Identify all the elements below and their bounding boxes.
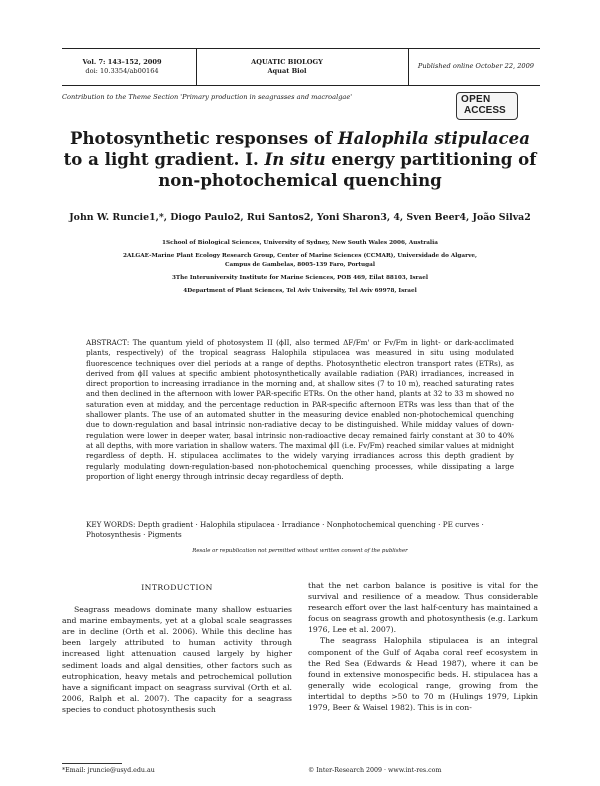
journal-title: AQUATIC BIOLOGY (251, 58, 323, 66)
open-access-logo (456, 92, 518, 120)
published-date: Published online October 22, 2009 (417, 62, 534, 70)
keywords-label: KEY WORDS: (86, 520, 136, 529)
contribution-note: Contribution to the Theme Section 'Primary production in seagrasses and macroalgae' (62, 93, 353, 101)
paper-title: Photosynthetic responses of Halophila stipulacea to a light gradient. I. In situ energy partitioning of non-photochemical quenching (63, 128, 537, 190)
journal-header (62, 48, 540, 86)
open-access-line2: ACCESS (464, 105, 506, 116)
header-divider (196, 49, 197, 85)
right-column (308, 580, 538, 713)
footnote-rule (62, 763, 122, 764)
copyright: © Inter-Research 2009 · www.int-res.com (308, 767, 442, 774)
section-heading: INTRODUCTION (141, 583, 213, 592)
affiliation: Campus de Gambelas, 8005-139 Faro, Portugal (225, 262, 375, 268)
author-list: John W. Runcie1,*, Diogo Paulo2, Rui Santos2, Yoni Sharon3, 4, Sven Beer4, João Silva2 (69, 212, 531, 223)
email-footnote: *Email: jruncie@usyd.edu.au (62, 767, 155, 774)
paragraph: The seagrass Halophila stipulacea is an integral component of the Gulf of Aqaba coral reef ecosystem in the Red Sea (Edwards & Head 1987), where it can be found in extensive monospecific beds. H. stipulacea has a generally wide ecological range, growing from the intertidal to depths >50 to 70 m (Hulings 1979, Lipkin 1979, Beer & Waisel 1982). This is in con- (308, 636, 538, 713)
abstract-label: ABSTRACT: (86, 338, 130, 347)
doi: doi: 10.3354/ab00164 (85, 67, 159, 75)
paragraph: that the net carbon balance is positive is vital for the survival and resilience of a meadow. Thus considerable research effort over the last half-century has maintained a focus on seagrass growth and photosynthesis (e.g. Larkum 1976, Lee et al. 2007). (308, 581, 538, 635)
journal-abbr: Aquat Biol (267, 67, 307, 75)
affiliation: 2ALGAE-Marine Plant Ecology Research Group, Center of Marine Sciences (CCMAR), Universidade do Algarve, (123, 253, 477, 259)
affiliation: 3The Interuniversity Institute for Marine Sciences, POB 469, Eilat 88103, Israel (171, 275, 429, 281)
resale-notice: Resale or republication not permitted without written consent of the publisher (62, 548, 538, 554)
keywords (86, 520, 514, 541)
abstract-text: The quantum yield of photosystem II (ϕII, also termed ΔF/Fm' or Fv/Fm in light- or dark-acclimated plants, respectively) of the tropical seagrass Halophila stipulacea was measured in situ using modulated fluorescence techniques over diel periods at a range of depths. Photosynthetic electron transport rates (ETRs), as derived from ϕII values at specific ambient photosynthetically available radiation (PAR) irradiances, increased in direct proportion to increasing irradiance in the morning and, at shallow sites (7 to 10 m), reached saturating rates and then declined in the afternoon with lower PAR-specific ETRs. On the other hand, plants at 32 to 33 m showed no saturation even at midday, and the percentage reduction in PAR-specific afternoon ETRs was less than that of the shallower plants. The use of an automated shutter in the measuring device enabled non-photochemical quenching due to down-regulation and basal intrinsic non-radiative decay to be distinguished. While midday values of down-regulation were lower in deeper water, basal intrinsic non-radioactive decay remained fairly constant at 30 to 40% at all depths, with more variation in shallow waters. The maximal ϕII (i.e. Fv/Fm) reached similar values at midnight regardless of depth. H. stipulacea acclimates to the widely varying irradiances across this depth gradient by regularly modulating down-regulation-based non-photochemical quenching processes, while dissipating a large proportion of light energy through intrinsic decay regardless of depth. (86, 338, 514, 481)
abstract (86, 338, 514, 482)
open-access-line1: OPEN (461, 94, 491, 105)
left-column (62, 580, 292, 715)
affiliation: 4Department of Plant Sciences, Tel Aviv University, Tel Aviv 69978, Israel (183, 288, 417, 294)
journal-name (232, 49, 342, 85)
affiliation: 1School of Biological Sciences, University of Sydney, New South Wales 2006, Australia (162, 240, 438, 246)
volume: Vol. 7: 143–152, 2009 (82, 58, 162, 66)
keywords-text: Depth gradient · Halophila stipulacea · Irradiance · Nonphotochemical quenching · PE curves · Photosynthesis · Pigments (86, 520, 484, 540)
volume-info (62, 49, 182, 85)
paragraph: Seagrass meadows dominate many shallow estuaries and marine embayments, yet at a global scale seagrasses are in decline (Orth et al. 2006). While this decline has been largely attributed to human activity through increased light attenuation caused largely by higher sediment loads and algal densities, other factors such as eutrophication, heavy metals and petrochemical pollution have a significant impact on seagrass survival (Orth et al. 2006, Ralph et al. 2007). The capacity for a seagrass species to conduct photosynthesis such (62, 605, 292, 714)
